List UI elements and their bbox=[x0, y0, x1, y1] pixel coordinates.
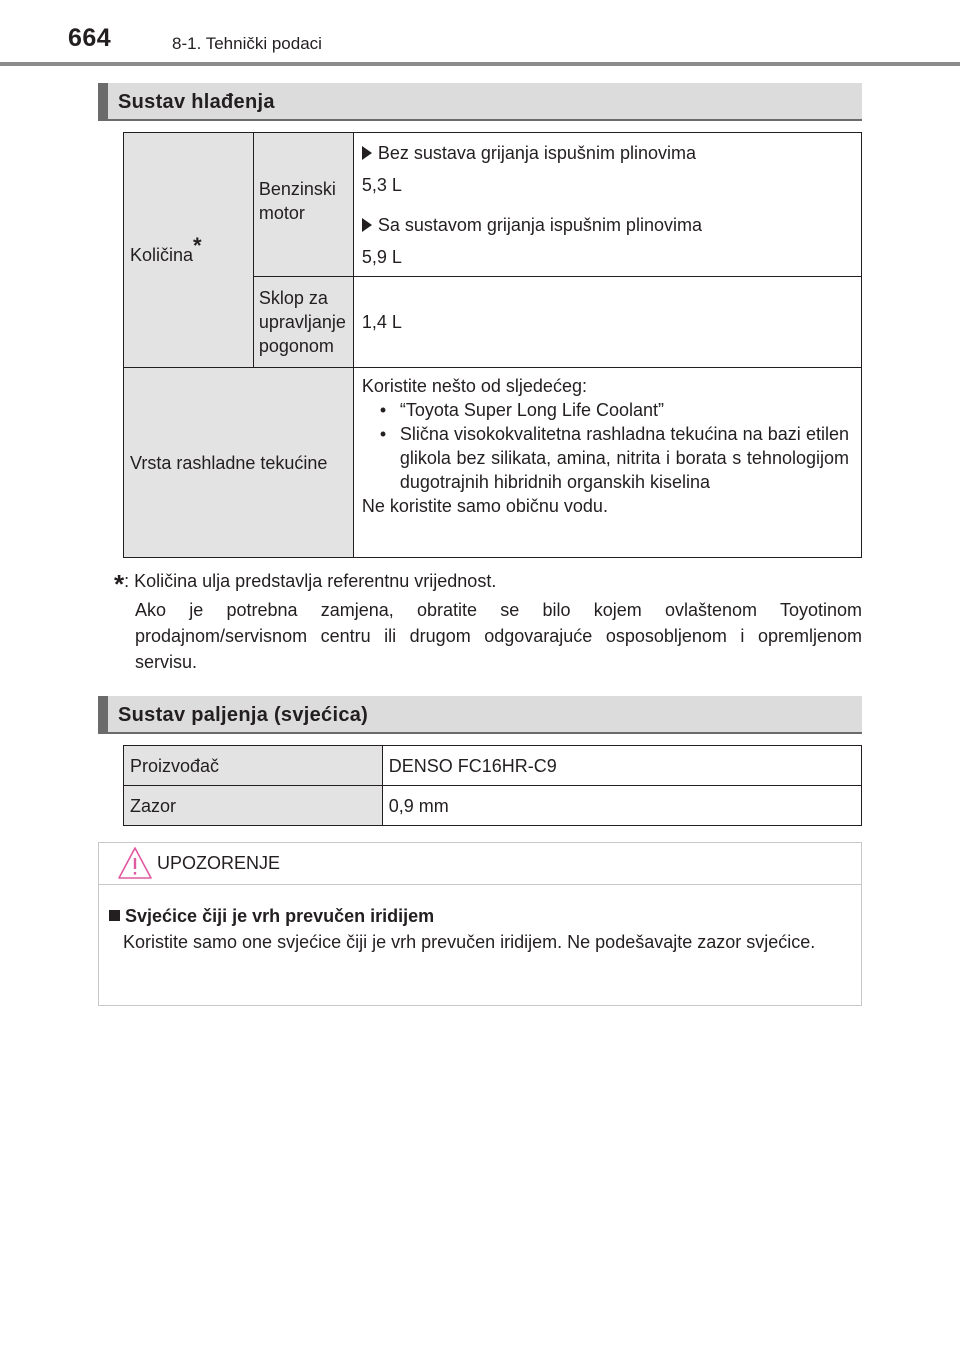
section-title-ignition: Sustav paljenja (svjećica) bbox=[118, 704, 369, 726]
chapter-title: 8-1. Tehnički podaci bbox=[172, 34, 322, 53]
coolant-values-cell bbox=[353, 368, 861, 558]
section-heading-ignition bbox=[98, 696, 862, 734]
warning-header bbox=[99, 843, 861, 885]
ignition-value-cell: 0,9 mm bbox=[382, 786, 861, 826]
quantity-footnote-mark: * bbox=[193, 232, 202, 258]
warning-triangle-icon bbox=[117, 845, 153, 881]
warning-body bbox=[99, 885, 861, 955]
ignition-label-cell: Proizvođač bbox=[124, 746, 383, 786]
petrol-engine-values-cell bbox=[353, 133, 861, 277]
table-row bbox=[124, 746, 862, 786]
quantity-footnote bbox=[114, 568, 862, 675]
coolant-type-cell bbox=[124, 368, 354, 558]
ignition-value-cell: DENSO FC16HR-C9 bbox=[382, 746, 861, 786]
ignition-label-cell: Zazor bbox=[124, 786, 383, 826]
warning-subheading: Svjećice čiji je vrh prevučen iridijem bbox=[109, 903, 847, 929]
drive-unit-value: 1,4 L bbox=[361, 312, 402, 332]
drive-unit-value-cell bbox=[353, 277, 861, 368]
coolant-type-label: Vrsta rashladne tekućine bbox=[130, 452, 328, 473]
option1-row bbox=[362, 141, 855, 173]
square-bullet-icon bbox=[109, 910, 120, 921]
option2-value: 5,9 L bbox=[361, 247, 402, 267]
footnote-line1: *: Količina ulja predstavlja referentnu vrijednost. bbox=[114, 569, 497, 599]
table-row bbox=[124, 786, 862, 826]
petrol-engine-cell bbox=[253, 133, 353, 277]
option1-value: 5,3 L bbox=[361, 175, 402, 195]
cooling-table bbox=[123, 132, 862, 558]
list-item: • Slična visokokvalitetna rashladna tekućina na bazi etilen glikola bez silikata, amina, nitrita i borata s tehnologijom dugotrajnih hibridnih organskih kiselina bbox=[379, 424, 849, 492]
petrol-engine-label: Benzinski motor bbox=[258, 179, 336, 223]
page-header bbox=[0, 0, 960, 66]
header-divider bbox=[0, 62, 960, 66]
warning-title: UPOZORENJE bbox=[157, 853, 281, 873]
option2-row bbox=[362, 213, 855, 245]
list-item: • “Toyota Super Long Life Coolant” bbox=[379, 400, 664, 420]
arrow-right-icon bbox=[362, 146, 372, 160]
quantity-label-cell bbox=[124, 133, 254, 368]
option2-label: Sa sustavom grijanja ispušnim plinovima bbox=[377, 215, 702, 235]
coolant-intro: Koristite nešto od sljedećeg: bbox=[361, 376, 587, 396]
section-heading-cooling bbox=[98, 83, 862, 121]
warning-box bbox=[98, 842, 862, 1006]
coolant-note: Ne koristite samo običnu vodu. bbox=[361, 496, 608, 516]
drive-unit-label: Sklop za upravljanje pogonom bbox=[258, 288, 346, 356]
drive-unit-cell bbox=[253, 277, 353, 368]
section-title-cooling: Sustav hlađenja bbox=[118, 91, 275, 113]
option1-label: Bez sustava grijanja ispušnim plinovima bbox=[377, 143, 696, 163]
page-number: 664 bbox=[68, 24, 112, 52]
footnote-mark: * bbox=[114, 569, 125, 599]
arrow-right-icon bbox=[362, 218, 372, 232]
coolant-options-list bbox=[362, 398, 849, 494]
quantity-label: Količina bbox=[130, 244, 194, 265]
ignition-table bbox=[123, 745, 862, 826]
warning-text: Koristite samo one svjećice čiji je vrh prevučen iridijem. Ne podešavajte zazor svjećice. bbox=[123, 932, 816, 952]
footnote-line2: Ako je potrebna zamjena, obratite se bilo kojem ovlaštenom Toyotinom prodajnom/servisnom centru ili drugom odgovarajuće osposobljenom i opremljenom servisu. bbox=[135, 600, 862, 672]
